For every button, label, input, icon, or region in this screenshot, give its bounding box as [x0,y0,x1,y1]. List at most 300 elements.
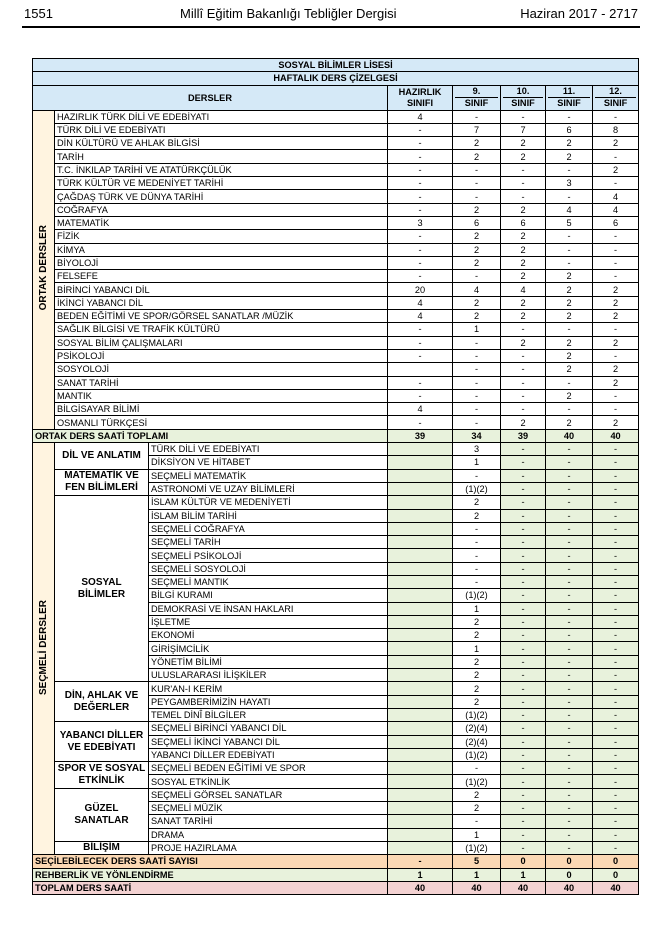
hours-cell: 2 [593,310,639,323]
grade-number: 10. [503,86,543,98]
table-row [33,256,639,269]
grade-number: 12. [595,86,636,98]
hours-cell: 7 [501,123,546,136]
grade-suffix: SINIF [511,98,535,109]
table-row [33,216,639,229]
elective-group-name: DİL VE ANLATIM [55,443,149,470]
hours-cell: - [501,828,546,841]
hours-cell: - [453,522,501,535]
hours-cell: 2 [593,163,639,176]
hours-cell: 6 [453,216,501,229]
hours-cell: - [546,443,593,456]
common-total-row [33,429,639,442]
hours-cell: 0 [546,855,593,868]
course-name: SEÇMELİ TARİH [149,536,388,549]
course-name: COĞRAFYA [55,203,388,216]
hours-cell: - [593,469,639,482]
section-label-elective-text: SEÇMELİ DERSLER [37,599,49,695]
hours-cell [388,363,453,376]
hours-cell: - [501,376,546,389]
summary-label: REHBERLİK VE YÖNLENDİRME [33,868,388,881]
course-name: SOSYOLOJİ [55,363,388,376]
hours-cell: 2 [546,389,593,402]
hours-cell: 20 [388,283,453,296]
hours-cell: - [593,443,639,456]
hours-cell: 0 [546,868,593,881]
hours-cell: - [501,589,546,602]
hours-cell: - [501,389,546,402]
table-row [33,203,639,216]
hours-cell: - [546,748,593,761]
hours-cell: 2 [453,137,501,150]
hours-cell: - [453,469,501,482]
hours-cell-prep [388,443,453,456]
course-name: TÜRK DİLİ VE EDEBİYATI [55,123,388,136]
hours-cell: - [546,655,593,668]
course-name: DEMOKRASİ VE İNSAN HAKLARI [149,602,388,615]
hours-cell: - [546,230,593,243]
hours-cell: - [501,482,546,495]
hours-cell: - [501,642,546,655]
hours-cell: 2 [453,230,501,243]
course-name: SEÇMELİ SOSYOLOJİ [149,562,388,575]
course-name: SEÇMELİ MÜZİK [149,802,388,815]
hours-cell: 2 [593,283,639,296]
hours-cell: - [501,536,546,549]
hours-cell: - [593,802,639,815]
course-name: ASTRONOMİ VE UZAY BİLİMLERİ [149,482,388,495]
hours-cell: - [501,748,546,761]
course-name: YABANCI DİLLER EDEBİYATI [149,748,388,761]
hours-cell: - [546,549,593,562]
hours-cell: - [546,190,593,203]
hours-cell: - [546,602,593,615]
hours-cell: 1 [453,323,501,336]
col-header-grade [546,85,593,110]
hours-cell: 2 [453,509,501,522]
hours-cell: - [501,602,546,615]
hours-cell: - [501,708,546,721]
hours-cell: - [546,482,593,495]
course-name: PROJE HAZIRLAMA [149,841,388,854]
hours-cell: - [593,482,639,495]
hours-cell: 40 [593,429,639,442]
hours-cell: 2 [501,203,546,216]
hours-cell: - [453,389,501,402]
hours-cell: 2 [453,203,501,216]
hours-cell-prep [388,615,453,628]
hours-cell: 2 [546,310,593,323]
hours-cell: - [388,336,453,349]
hours-cell: - [501,522,546,535]
hours-cell: 0 [593,855,639,868]
hours-cell: 2 [546,296,593,309]
hours-cell: 3 [546,177,593,190]
hours-cell: - [546,669,593,682]
section-label-elective [33,443,55,855]
hours-cell: 5 [546,216,593,229]
hours-cell: - [501,363,546,376]
hours-cell: - [501,110,546,123]
hours-cell: - [453,416,501,429]
hours-cell: - [546,456,593,469]
hours-cell: - [546,788,593,801]
hours-cell-prep [388,522,453,535]
hours-cell: - [593,256,639,269]
hours-cell: 2 [546,416,593,429]
hours-cell: 4 [546,203,593,216]
hours-cell: 2 [453,150,501,163]
hours-cell: - [388,177,453,190]
course-name: SOSYAL ETKİNLİK [149,775,388,788]
hours-cell: - [593,682,639,695]
course-name: SAĞLIK BİLGİSİ VE TRAFİK KÜLTÜRÜ [55,323,388,336]
table-title: SOSYAL BİLİMLER LİSESİ [33,59,639,72]
table-row [33,310,639,323]
hours-cell-prep [388,762,453,775]
hours-cell: - [593,788,639,801]
table-row [33,349,639,362]
hours-cell: (1)(2) [453,589,501,602]
hours-cell-prep [388,682,453,695]
course-name: KUR'AN-I KERİM [149,682,388,695]
course-name: EKONOMİ [149,629,388,642]
hours-cell: 2 [453,802,501,815]
page-header [0,6,660,26]
hours-cell: - [593,456,639,469]
course-name: BEDEN EĞİTİMİ VE SPOR/GÖRSEL SANATLAR /MÜZİK [55,310,388,323]
hours-cell: - [501,722,546,735]
hours-cell: 4 [593,203,639,216]
hours-cell: - [593,602,639,615]
hours-cell-prep [388,575,453,588]
course-name: SANAT TARİHİ [149,815,388,828]
hours-cell: 2 [546,283,593,296]
hours-cell: 2 [593,376,639,389]
course-name: SEÇMELİ COĞRAFYA [149,522,388,535]
hours-cell: 39 [501,429,546,442]
table-subtitle: HAFTALIK DERS ÇİZELGESİ [33,72,639,85]
course-name: TÜRK DİLİ VE EDEBİYATI [149,443,388,456]
hours-cell: - [453,762,501,775]
hours-cell: - [501,456,546,469]
hours-cell: - [388,416,453,429]
hours-cell: 2 [593,336,639,349]
course-name: GİRİŞİMCİLİK [149,642,388,655]
col-header-grade [593,85,639,110]
hours-cell: - [388,230,453,243]
hours-cell: - [501,469,546,482]
table-row [33,270,639,283]
summary-row [33,868,639,881]
table-row [33,841,639,854]
table-row [33,123,639,136]
hours-cell: 4 [388,296,453,309]
table-row [33,389,639,402]
hours-cell: 1 [453,602,501,615]
table-row [33,403,639,416]
hours-cell: 2 [593,137,639,150]
hours-cell: - [501,669,546,682]
hours-cell: - [593,841,639,854]
hours-cell-prep [388,589,453,602]
course-name: OSMANLI TÜRKÇESİ [55,416,388,429]
hours-cell: 40 [593,881,639,894]
hours-cell: - [593,615,639,628]
hours-cell: - [501,443,546,456]
hours-cell: - [453,349,501,362]
hours-cell: 2 [593,296,639,309]
hours-cell: - [453,177,501,190]
hours-cell: - [388,855,453,868]
hours-cell-prep [388,496,453,509]
course-name: TÜRK KÜLTÜR VE MEDENİYET TARİHİ [55,177,388,190]
hours-cell-prep [388,775,453,788]
hours-cell: - [593,708,639,721]
hours-cell: 2 [453,256,501,269]
hours-cell: - [453,163,501,176]
weekly-schedule-table [32,58,639,895]
hours-cell: 39 [388,429,453,442]
course-name: MANTIK [55,389,388,402]
course-name: YÖNETİM BİLİMİ [149,655,388,668]
hours-cell: - [546,110,593,123]
hours-cell-prep [388,456,453,469]
hours-cell: 2 [501,296,546,309]
hours-cell: - [593,762,639,775]
hours-cell: - [501,695,546,708]
hours-cell: - [546,695,593,708]
hours-cell: 1 [388,868,453,881]
hours-cell: - [593,243,639,256]
journal-title: Millî Eğitim Bakanlığı Tebliğler Dergisi [180,6,397,21]
course-name: TEMEL DİNÎ BİLGİLER [149,708,388,721]
hours-cell: - [453,815,501,828]
hours-cell: - [546,802,593,815]
hours-cell: 2 [453,243,501,256]
course-name: FELSEFE [55,270,388,283]
section-label-common [33,110,55,429]
hours-cell: 6 [501,216,546,229]
hours-cell: 2 [546,336,593,349]
hours-cell: - [388,256,453,269]
hours-cell: 3 [453,443,501,456]
hours-cell: 3 [388,216,453,229]
hours-cell: - [593,748,639,761]
hours-cell: - [546,376,593,389]
hours-cell: - [593,549,639,562]
course-name: KİMYA [55,243,388,256]
table-row [33,722,639,735]
hours-cell: 5 [453,855,501,868]
course-name: SEÇMELİ BİRİNCİ YABANCI DİL [149,722,388,735]
elective-group-name: DİN, AHLAK VE DEĞERLER [55,682,149,722]
hours-cell: - [546,522,593,535]
table-row [33,376,639,389]
hours-cell: - [546,735,593,748]
hours-cell: - [593,722,639,735]
hours-cell: - [593,629,639,642]
hours-cell: - [501,323,546,336]
table-row [33,163,639,176]
hours-cell: 1 [453,868,501,881]
course-name: İSLAM BİLİM TARİHİ [149,509,388,522]
course-name: SOSYAL BİLİM ÇALIŞMALARI [55,336,388,349]
course-name: ÇAĞDAŞ TÜRK VE DÜNYA TARİHİ [55,190,388,203]
hours-cell: - [388,163,453,176]
hours-cell: - [453,575,501,588]
hours-cell: - [546,722,593,735]
hours-cell-prep [388,469,453,482]
hours-cell: - [593,496,639,509]
hours-cell: 2 [501,230,546,243]
course-name: HAZIRLIK TÜRK DİLİ VE EDEBİYATI [55,110,388,123]
hours-cell: - [501,190,546,203]
table-row [33,363,639,376]
hours-cell: - [593,735,639,748]
course-name: SEÇMELİ BEDEN EĞİTİMİ VE SPOR [149,762,388,775]
hours-cell-prep [388,695,453,708]
hours-cell: 2 [453,682,501,695]
hours-cell: 4 [453,283,501,296]
hours-cell: - [593,669,639,682]
hours-cell: - [593,230,639,243]
grade-suffix: SINIF [603,98,628,109]
hours-cell: - [453,363,501,376]
hours-cell-prep [388,722,453,735]
hours-cell: - [453,270,501,283]
hours-cell: 6 [593,216,639,229]
course-name: DRAMA [149,828,388,841]
hours-cell: (1)(2) [453,841,501,854]
hours-cell: - [546,828,593,841]
hours-cell: - [546,243,593,256]
hours-cell: - [593,509,639,522]
hours-cell: - [546,562,593,575]
table-row [33,762,639,775]
grade-suffix: SINIF [464,98,489,109]
hours-cell: - [546,509,593,522]
hours-cell: - [501,775,546,788]
summary-label: SEÇİLEBİLECEK DERS SAATİ SAYISI [33,855,388,868]
hours-cell: 2 [453,496,501,509]
hours-cell: 2 [453,310,501,323]
hours-cell: 40 [388,881,453,894]
hours-cell: - [546,496,593,509]
hours-cell: 2 [546,137,593,150]
table-row [33,443,639,456]
hours-cell: - [501,762,546,775]
hours-cell: - [501,403,546,416]
hours-cell: 2 [453,655,501,668]
hours-cell: - [546,815,593,828]
hours-cell: 0 [593,868,639,881]
hours-cell-prep [388,655,453,668]
hours-cell: - [546,775,593,788]
hours-cell: 0 [501,855,546,868]
hours-cell: - [388,389,453,402]
hours-cell: 1 [453,642,501,655]
hours-cell: - [546,323,593,336]
elective-group-name: YABANCI DİLLER VE EDEBİYATI [55,722,149,762]
hours-cell: - [546,708,593,721]
col-header-courses: DERSLER [33,85,388,110]
col-header-grade [453,85,501,110]
table-row [33,150,639,163]
hours-cell-prep [388,549,453,562]
grade-number: 11. [548,86,590,98]
hours-cell: - [593,642,639,655]
hours-cell: 4 [388,310,453,323]
hours-cell: - [593,575,639,588]
course-name: T.C. İNKILAP TARİHİ VE ATATÜRKÇÜLÜK [55,163,388,176]
hours-cell: - [501,349,546,362]
elective-group-name: SPOR VE SOSYAL ETKİNLİK [55,762,149,789]
table-row [33,336,639,349]
hours-cell: - [501,682,546,695]
hours-cell: - [546,163,593,176]
hours-cell: (2)(4) [453,735,501,748]
course-name: SANAT TARİHİ [55,376,388,389]
hours-cell: (1)(2) [453,482,501,495]
summary-label: TOPLAM DERS SAATİ [33,881,388,894]
hours-cell: - [546,642,593,655]
course-name: BİLGİ KURAMI [149,589,388,602]
table-row [33,283,639,296]
course-name: DİKSİYON VE HİTABET [149,456,388,469]
table-row [33,296,639,309]
table-row [33,496,639,509]
hours-cell: - [593,815,639,828]
hours-cell: 8 [593,123,639,136]
hours-cell: 2 [546,349,593,362]
hours-cell: - [453,562,501,575]
hours-cell: - [501,841,546,854]
hours-cell: - [453,549,501,562]
hours-cell: - [546,469,593,482]
elective-group-name: MATEMATİK VE FEN BİLİMLERİ [55,469,149,496]
hours-cell: - [453,190,501,203]
hours-cell: 2 [501,137,546,150]
hours-cell: - [593,536,639,549]
hours-cell: - [501,655,546,668]
table-row [33,137,639,150]
hours-cell: - [388,123,453,136]
table-row [33,469,639,482]
hours-cell: 4 [388,110,453,123]
hours-cell: - [593,150,639,163]
hours-cell: - [453,536,501,549]
hours-cell: 2 [453,695,501,708]
hours-cell: - [546,629,593,642]
course-name: SEÇMELİ İKİNCİ YABANCI DİL [149,735,388,748]
hours-cell: - [501,562,546,575]
summary-row [33,881,639,894]
hours-cell: 6 [546,123,593,136]
hours-cell-prep [388,669,453,682]
col-header-prep: HAZIRLIK SINIFI [388,85,453,110]
hours-cell: - [546,403,593,416]
hours-cell-prep [388,802,453,815]
col-header-grade [501,85,546,110]
hours-cell: - [593,828,639,841]
hours-cell: 7 [453,123,501,136]
hours-cell-prep [388,828,453,841]
course-name: TARİH [55,150,388,163]
hours-cell: 40 [546,881,593,894]
course-name: SEÇMELİ PSİKOLOJİ [149,549,388,562]
hours-cell: - [501,802,546,815]
